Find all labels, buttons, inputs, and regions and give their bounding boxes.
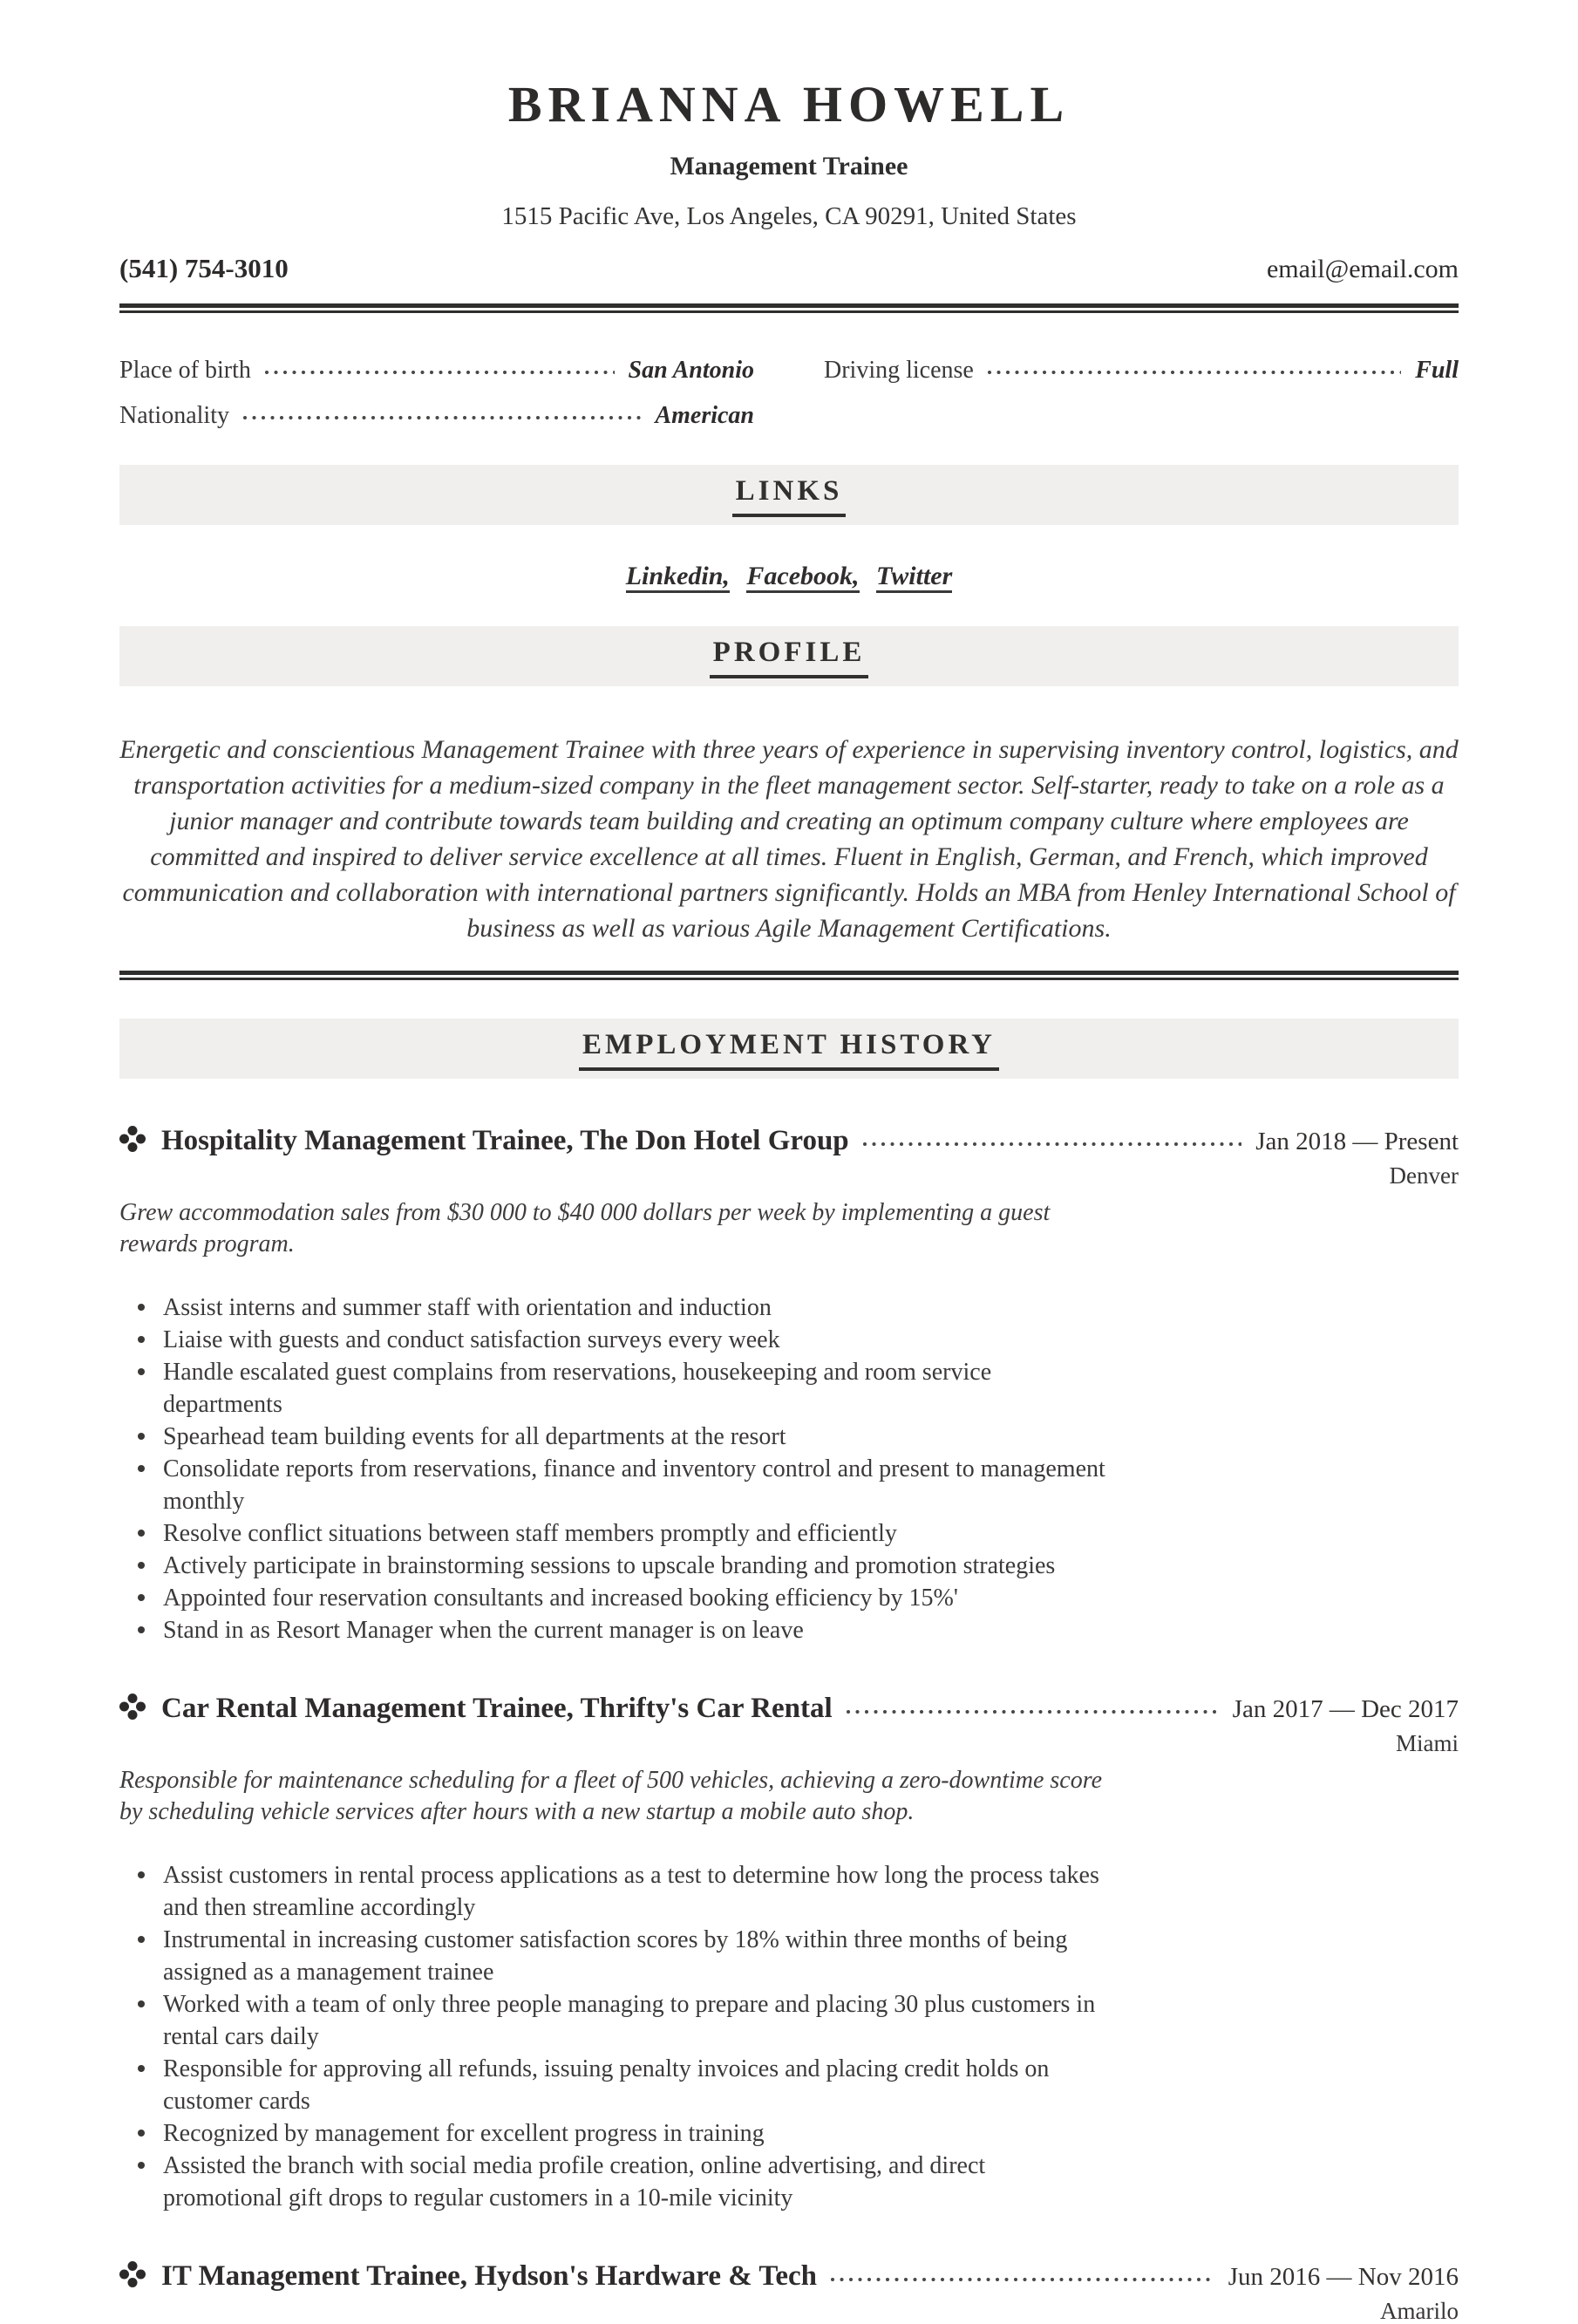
detail-value: Full: [1415, 357, 1459, 384]
bullet-item: Assist customers in rental process applications as a test to determine how long the process takes and then streamline accordingly: [119, 1859, 1109, 1924]
job-title: Car Rental Management Trainee, Thrifty's Car Rental: [161, 1693, 833, 1724]
link-facebook[interactable]: Facebook,: [746, 562, 859, 593]
employment-section-band: [119, 1019, 1459, 1079]
link-linkedin[interactable]: Linkedin,: [626, 562, 730, 593]
detail-label: Nationality: [119, 402, 229, 429]
bullet-item: Instrumental in increasing customer satisfaction scores by 18% within three months of being assigned as a management trainee: [119, 1924, 1109, 1988]
links-section-band: [119, 465, 1459, 525]
job-location: Amarilo: [1380, 2298, 1459, 2324]
diamond-dots-icon: [119, 2261, 146, 2287]
header-job-title: Management Trainee: [670, 152, 908, 181]
job-title-row: [119, 2258, 1459, 2294]
phone-number: (541) 754-3010: [119, 253, 289, 283]
job-bullets: [119, 1291, 1109, 1646]
dotted-leader: [863, 1142, 1242, 1146]
job-title: IT Management Trainee, Hydson's Hardware & Tech: [161, 2260, 818, 2292]
detail-row-driving-license: [824, 357, 1459, 385]
job-entry: [119, 1690, 1459, 2214]
job-location: Miami: [1396, 1730, 1459, 1756]
job-summary: Responsible for maintenance scheduling for a fleet of 500 vehicles, achieving a zero-downtime score by scheduling vehicle services after hours with a new startup a mobile auto shop.: [119, 1767, 1103, 1825]
dotted-leader: [988, 371, 1401, 374]
dotted-leader: [243, 416, 641, 419]
bullet-item: Responsible for approving all refunds, issuing penalty invoices and placing credit holds on customer cards: [119, 2053, 1109, 2117]
job-location: Denver: [1389, 1162, 1459, 1189]
detail-label: Driving license: [824, 357, 974, 384]
dotted-leader: [831, 2278, 1214, 2281]
job-dates: Jan 2018 — Present: [1255, 1128, 1459, 1155]
detail-row-nationality: [119, 402, 754, 430]
link-twitter[interactable]: Twitter: [876, 562, 952, 593]
bullet-item: Consolidate reports from reservations, finance and inventory control and present to management monthly: [119, 1453, 1109, 1517]
profile-section-band: [119, 626, 1459, 686]
bullet-item: Liaise with guests and conduct satisfaction surveys every week: [119, 1324, 1109, 1356]
job-summary: Grew accommodation sales from $30 000 to $40 000 dollars per week by implementing a guest rewards program.: [119, 1199, 1051, 1257]
job-title-row: [119, 1122, 1459, 1159]
email-address: email@email.com: [1266, 255, 1459, 283]
profile-section-heading: PROFILE: [710, 636, 869, 678]
bullet-item: Spearhead team building events for all departments at the resort: [119, 1421, 1109, 1453]
bullet-item: Recognized by management for excellent progress in training: [119, 2117, 1109, 2150]
profile-text: Energetic and conscientious Management Trainee with three years of experience in supervising inventory control, logistics, and transportation activities for a medium-sized company in the fleet management sector. Self-starter, ready to take on a role as a junior manager and contribute towards team building and creating an optimum company culture where employees are committed and inspired to deliver service excellence at all times. Fluent in English, German, and French, which improved communication and collaboration with international partners significantly. Holds an MBA from Henley International School of business as well as various Agile Management Certifications.: [119, 735, 1459, 943]
detail-label: Place of birth: [119, 357, 251, 384]
detail-row-place-of-birth: [119, 357, 754, 385]
bullet-item: Resolve conflict situations between staff members promptly and efficiently: [119, 1517, 1109, 1550]
header-divider: [119, 303, 1459, 313]
details-grid-spacer: [824, 402, 1459, 430]
job-title: Hospitality Management Trainee, The Don Hotel Group: [161, 1125, 849, 1156]
job-dates: Jan 2017 — Dec 2017: [1232, 1695, 1459, 1723]
job-bullets: [119, 1859, 1109, 2214]
header-address: 1515 Pacific Ave, Los Angeles, CA 90291, United States: [501, 202, 1077, 230]
bullet-item: Appointed four reservation consultants and increased booking efficiency by 15%': [119, 1582, 1109, 1614]
bullet-item: Actively participate in brainstorming sessions to upscale branding and promotion strategies: [119, 1550, 1109, 1582]
diamond-dots-icon: [119, 1126, 146, 1152]
links-row: [119, 562, 1459, 591]
profile-divider: [119, 971, 1459, 980]
employment-section-heading: EMPLOYMENT HISTORY: [579, 1028, 999, 1071]
links-section-heading: LINKS: [732, 474, 847, 517]
bullet-item: Stand in as Resort Manager when the current manager is on leave: [119, 1614, 1109, 1646]
job-entry: [119, 1122, 1459, 1646]
dotted-leader: [847, 1710, 1219, 1714]
bullet-item: Worked with a team of only three people managing to prepare and placing 30 plus customers in rental cars daily: [119, 1988, 1109, 2053]
job-title-row: [119, 1690, 1459, 1727]
personal-details-grid: [119, 357, 1459, 430]
page-title: BRIANNA HOWELL: [507, 76, 1071, 133]
job-dates: Jun 2016 — Nov 2016: [1228, 2263, 1459, 2291]
dotted-leader: [265, 371, 615, 374]
diamond-dots-icon: [119, 1694, 146, 1720]
bullet-item: Handle escalated guest complains from reservations, housekeeping and room service departments: [119, 1356, 1109, 1421]
job-entry: [119, 2258, 1459, 2324]
contact-row: [119, 253, 1459, 284]
detail-value: San Antonio: [628, 357, 754, 384]
detail-value: American: [655, 402, 754, 429]
bullet-item: Assist interns and summer staff with orientation and induction: [119, 1291, 1109, 1324]
bullet-item: Assisted the branch with social media profile creation, online advertising, and direct promotional gift drops to regular customers in a 10-mile vicinity: [119, 2150, 1109, 2214]
